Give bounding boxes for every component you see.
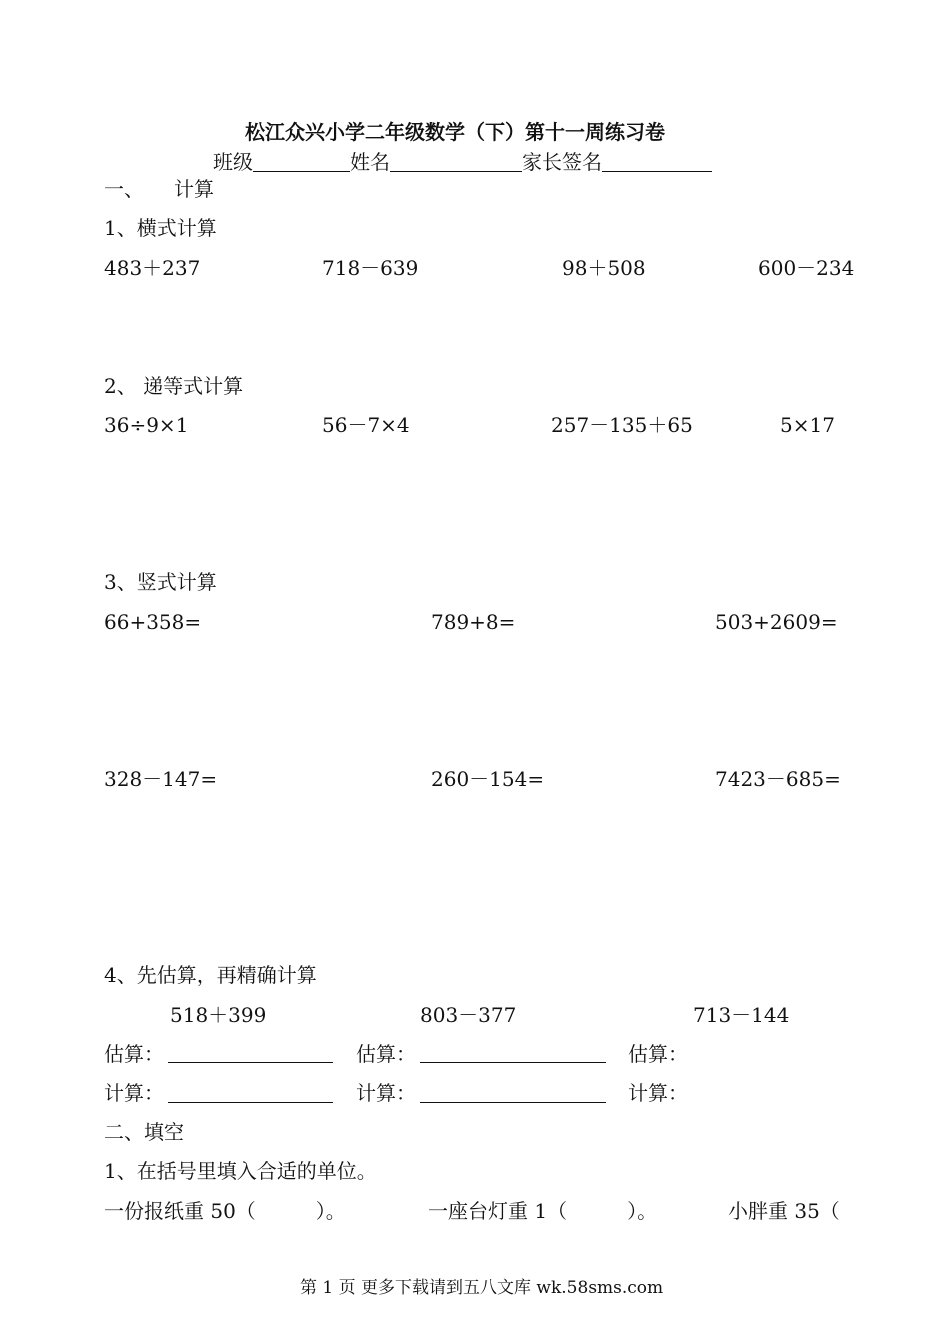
student-info-line [213, 151, 712, 172]
s2-q1-label: 1、在括号里填入合适的单位。 [104, 1159, 377, 1183]
section-2-heading: 二、填空 [104, 1120, 184, 1144]
q2-item: 56－7×4 [322, 413, 410, 437]
q1-item: 600－234 [758, 256, 855, 280]
s2-q1-item: 一份报纸重 50（ ）。 [104, 1199, 346, 1223]
parent-signature-blank[interactable] [602, 151, 712, 172]
q1-item: 718－639 [322, 256, 419, 280]
q1-item: 483＋237 [104, 256, 201, 280]
q2-item: 257－135＋65 [551, 413, 693, 437]
class-label: 班级 [213, 150, 253, 174]
compute-answer-line[interactable] [168, 1102, 333, 1103]
q3-item: 503+2609= [715, 610, 838, 634]
estimate-label: 估算： [356, 1042, 416, 1066]
name-blank[interactable] [390, 151, 522, 172]
estimate-answer-line[interactable] [420, 1062, 606, 1063]
compute-label: 计算： [628, 1081, 688, 1105]
q3-item: 7423－685= [715, 767, 841, 791]
q4-item: 713－144 [693, 1003, 790, 1027]
q2-label: 2、 递等式计算 [104, 374, 244, 398]
estimate-label: 估算： [104, 1042, 164, 1066]
q3-item: 328－147= [104, 767, 218, 791]
page-footer: 第 1 页 更多下载请到五八文库 wk.58sms.com [300, 1278, 664, 1298]
s2-q1-item: 一座台灯重 1（ ）。 [428, 1199, 658, 1223]
q3-item: 66+358= [104, 610, 202, 634]
name-label: 姓名 [350, 150, 390, 174]
parent-signature-label: 家长签名 [522, 150, 602, 174]
q2-item: 36÷9×1 [104, 413, 189, 437]
compute-label: 计算： [104, 1081, 164, 1105]
estimate-answer-line[interactable] [168, 1062, 333, 1063]
compute-answer-line[interactable] [420, 1102, 606, 1103]
q4-label: 4、先估算，再精确计算 [104, 963, 317, 987]
page-title: 松江众兴小学二年级数学（下）第十一周练习卷 [245, 120, 665, 144]
q3-label: 3、竖式计算 [104, 570, 217, 594]
s2-q1-item: 小胖重 35（ [728, 1199, 840, 1223]
q3-item: 260－154= [431, 767, 545, 791]
compute-label: 计算： [356, 1081, 416, 1105]
q3-item: 789+8= [431, 610, 516, 634]
class-blank[interactable] [253, 151, 350, 172]
q4-item: 803－377 [420, 1003, 517, 1027]
section-1-heading: 一、 计算 [104, 177, 214, 201]
q4-item: 518＋399 [170, 1003, 267, 1027]
estimate-label: 估算： [628, 1042, 688, 1066]
q2-item: 5×17 [780, 413, 835, 437]
q1-item: 98＋508 [562, 256, 646, 280]
q1-label: 1、横式计算 [104, 216, 217, 240]
